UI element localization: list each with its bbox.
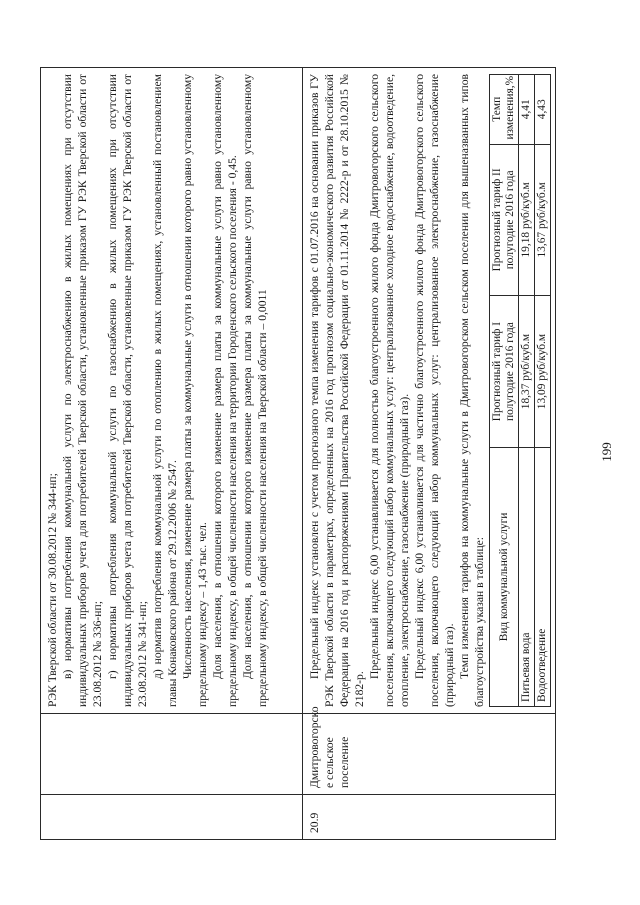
tariff-value: 13,67 руб/куб.м	[535, 144, 551, 296]
service-name: Питьевая вода	[519, 447, 535, 706]
rate-value: 4,43	[535, 75, 551, 145]
row-number: 20.9	[303, 795, 556, 840]
paragraph: Темп изменения тарифов на коммунальные услуги в Дмитровогорском сельском поселении для вышеназванных типов благоустройства указан в таблице:	[458, 74, 486, 707]
rate-value: 4,41	[519, 75, 535, 145]
paragraph: Предельный индекс 6,00 устанавливается для полностью благоустроенного жилого фонда Дмитровогорского сельского поселения, включающего следующий набор коммунальных услуг: централизованное холодное водоснабжение, водоотведение, отопление, электроснабжение, газоснабжение (природный газ).	[368, 74, 411, 707]
document-page	[40, 67, 548, 840]
row-number-cell-empty	[41, 795, 303, 840]
table-row	[519, 75, 535, 707]
paragraph: Предельный индекс установлен с учетом прогнозного темпа изменения тарифов с 01.07.2016 на основании приказов ГУ РЭК Тверской области в параметрах, определенных на 2016 год прогнозом социально-экономического развития Российской Федерации на 2016 год и распоряжениями Правительства Российской Федерации от 01.11.2014 № 2222-р и от 28.10.2015 № 2182-р.	[308, 74, 366, 707]
row-name-cell-empty	[41, 714, 303, 795]
table-row	[535, 75, 551, 707]
text-line: д) норматив потребления коммунальной услуги по отоплению в жилых помещениях, установленный постановлением главы Конаковского района от 29.12.2006 № 2547.	[151, 74, 179, 707]
tariff-value: 13,09 руб/куб.м	[535, 296, 551, 448]
limits-table	[40, 67, 556, 840]
header-tariff-h1: Прогнозный тариф I полугодие 2016 года	[490, 296, 519, 448]
tariff-value: 19,18 руб/куб.м	[519, 144, 535, 296]
header-tariff-h2: Прогнозный тариф II полугодие 2016 года	[490, 144, 519, 296]
service-name: Водоотведение	[535, 447, 551, 706]
tariff-table	[489, 74, 551, 707]
text-line: Численность населения, изменение размера платы за коммунальные услуги в отношении которого равно установленному предельному индексу – 1,43 тыс. чел.	[181, 74, 209, 707]
text-line: Доля населения, в отношении которого изменение размера платы за коммунальные услуги равно установленному предельному индексу, в общей численности населения на Тверской области – 0,0011	[241, 74, 269, 707]
description-cell	[303, 68, 556, 714]
tariff-value: 18,37 руб/куб.м	[519, 296, 535, 448]
description-cell	[41, 68, 303, 714]
text-line: Доля населения, в отношении которого изменение размера платы за коммунальные услуги равно установленному предельному индексу, в общей численности населения на территории Городенского сельского поселения - 0,45.	[211, 74, 239, 707]
text-line: г) нормативы потребления коммунальной услуги по газоснабжению в жилых помещениях при отсутствии индивидуальных приборов учета для потребителей Тверской области, установленные приказом ГУ РЭК Тверской области от 23.08.2012 № 341-нп;	[106, 74, 149, 707]
text-line: в) нормативы потребления коммунальной услуги по электроснабжению в жилых помещениях при отсутствии индивидуальных приборов учета для потребителей Тверской области, установленные приказом ГУ РЭК Тверской области от 23.08.2012 № 336-нп;	[61, 74, 104, 707]
settlement-name: Дмитровогорско е сельское поселение	[303, 714, 556, 795]
header-service: Вид коммунальной услуги	[490, 447, 519, 706]
header-rate: Темп изменения,%	[490, 75, 519, 145]
paragraph: Предельный индекс 6,00 устанавливается для частично благоустроенного жилого фонда Дмитровогорского сельского поселения, включающего следующий набор коммунальных услуг: централизованное электроснабжение, газоснабжение (природный газ).	[413, 74, 456, 707]
tariff-header-row	[490, 75, 519, 707]
page-number: 199	[599, 442, 614, 462]
table-row	[41, 68, 303, 840]
table-row	[303, 68, 556, 840]
text-line: РЭК Тверской области от 30.08.2012 № 344-нп;	[46, 473, 59, 707]
